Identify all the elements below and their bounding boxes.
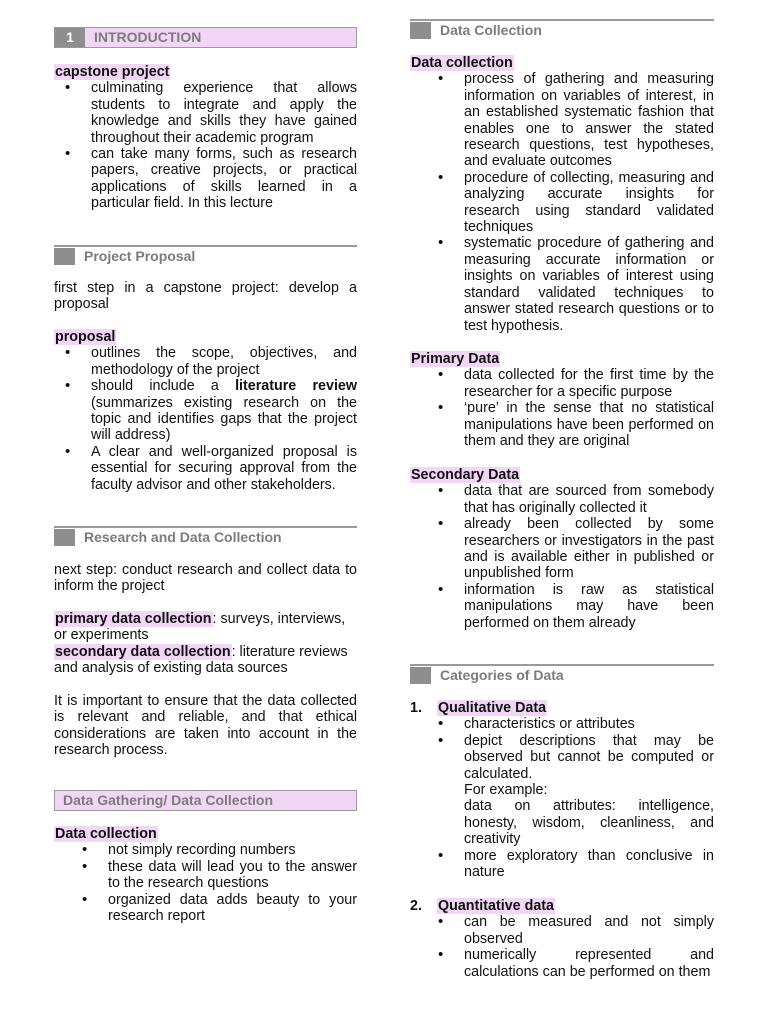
list-item: • outlines the scope, objectives, and methodology of the project [54,345,357,378]
term-secondary-data-collection: secondary data collection [55,643,231,660]
gathering-block [54,826,357,924]
list-item: • process of gathering and measuring information on variables of interest, in an established systematic fashion that enables one to answer the stated research questions, test hypotheses, and evaluate outcomes [410,71,714,169]
list-item [54,378,357,444]
list-item: • data that are sourced from somebody that has originally collected it [410,483,714,516]
term-data-collection: Data collection [411,55,513,71]
text-span: : surveys, interviews, or experiments [54,611,346,644]
list-item: • can take many forms, such as research papers, creative projects, or practical applications of skills learned in a particular field. In this lecture [54,146,357,212]
qualitative-block [410,700,714,880]
list-item: • information is raw as statistical manipulations may have been performed on them already [410,582,714,631]
proposal-header [54,245,357,265]
text-span: • depict descriptions that may be observed but cannot be computed or calculated. [464,732,714,782]
qualitative-bullets [410,716,714,880]
proposal-bullets [54,345,357,493]
section-title: Data Collection [440,21,542,38]
term-proposal: proposal [55,329,116,345]
list-item: • organized data adds beauty to your research report [54,892,357,925]
list-item: • systematic procedure of gathering and measuring accurate information or insights on variables of interest using standard validated techniques to answer stated research questions or to test hypothesis. [410,235,714,333]
term-qualitative-data: Qualitative Data [438,700,547,716]
gathering-header [54,790,357,811]
list-item: • A clear and well-organized proposal is essential for securing approval from the faculty advisor and other stakeholders. [54,444,357,493]
research-lead: next step: conduct research and collect data to inform the project [54,562,357,595]
section-title: Categories of Data [440,666,564,683]
list-item: • culminating experience that allows students to integrate and apply the knowledge and skills they have gained throughout their academic program [54,80,357,146]
quantitative-bullets [410,914,714,980]
gathering-bullets [54,842,357,924]
item-number: 1. [410,700,422,716]
list-item [410,733,714,848]
example-label: For example: [464,782,548,799]
quantitative-heading [410,898,714,914]
capstone-bullets [54,80,357,211]
section-title: Project Proposal [84,247,196,264]
qualitative-heading [410,700,714,716]
intro-header [54,27,357,48]
collection-types [54,611,357,677]
list-item: • these data will lead you to the answer to the research questions [54,859,357,892]
list-item: • ‘pure’ in the sense that no statistical manipulations have been performed on them and they are original [410,400,714,449]
example-detail: data on attributes: intelligence, honesty, wisdom, cleanliness, and creativity [464,798,714,848]
list-item: • procedure of collecting, measuring and analyzing accurate insights for research using standard validated techniques [410,170,714,236]
term-primary-data-collection: primary data collection [55,611,212,627]
list-item: • already been collected by some researchers or investigators in the past and is available either in published or unpublished form [410,516,714,582]
text-span: should include a [91,378,236,395]
proposal-block [54,329,357,493]
data-collection-header [410,19,714,39]
capstone-block [54,64,357,212]
quantitative-block [410,898,714,980]
list-item: • numerically represented and calculations can be performed on them [410,947,714,980]
term-data-collection: Data collection [55,826,157,842]
secondary-data-block [410,467,714,631]
header-marker [54,529,75,546]
categories-header [410,664,714,684]
header-marker [410,22,431,39]
primary-data-block [410,351,714,449]
list-item: • not simply recording numbers [54,842,357,858]
primary-bullets [410,367,714,449]
section-title: Data Gathering/ Data Collection [63,792,274,809]
section-title: Research and Data Collection [84,528,282,545]
list-item: • characteristics or attributes [410,716,714,732]
secondary-bullets [410,483,714,631]
term-quantitative-data: Quantitative data [438,898,554,914]
text-span: (summarizes existing research on the topic and identifies gaps that the project will address) [91,394,357,444]
literature-review-term: literature review [235,378,357,395]
header-marker [54,248,75,265]
collection-block [410,55,714,334]
section-title: INTRODUCTION [94,29,202,46]
header-marker [410,667,431,684]
term-capstone-project: capstone project [55,64,170,80]
term-primary-data: Primary Data [411,351,500,367]
section-number: 1 [55,28,85,47]
proposal-lead: first step in a capstone project: develop a proposal [54,280,357,313]
collection-bullets [410,71,714,334]
research-note: It is important to ensure that the data collected is relevant and reliable, and that ethical considerations are taken into account in the research process. [54,693,357,759]
text-span: : literature reviews and analysis of existing data sources [54,643,348,677]
term-secondary-data: Secondary Data [411,467,520,483]
list-item: • data collected for the first time by the researcher for a specific purpose [410,367,714,400]
list-item: • more exploratory than conclusive in nature [410,848,714,881]
list-item: • can be measured and not simply observed [410,914,714,947]
research-header [54,526,357,546]
item-number: 2. [410,898,422,914]
